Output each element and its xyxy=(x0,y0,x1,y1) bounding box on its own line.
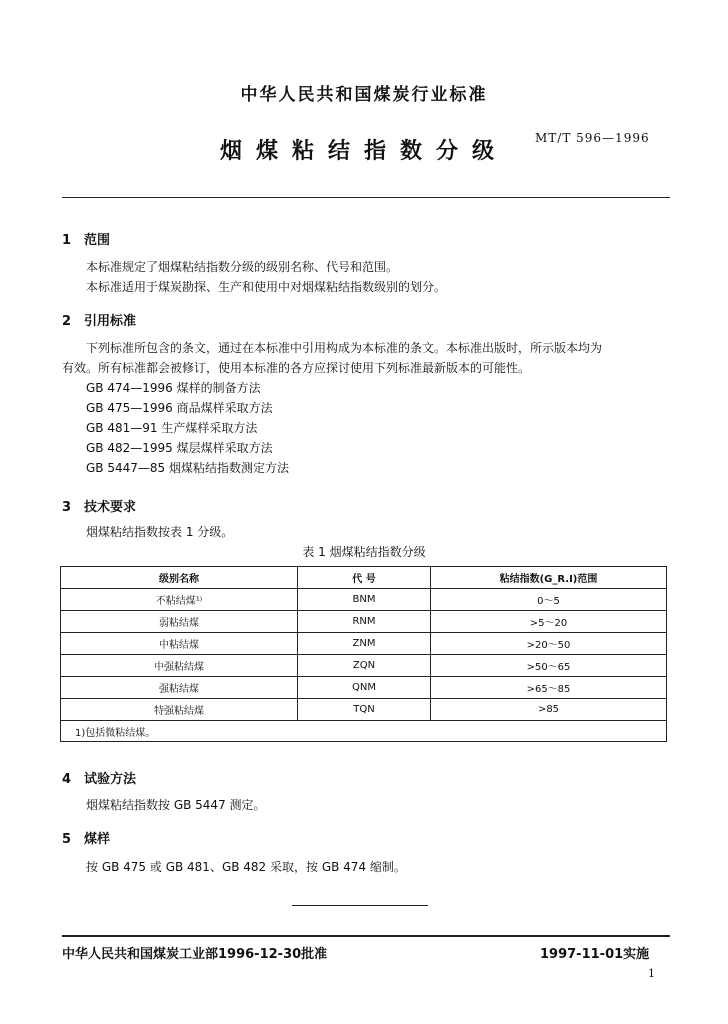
section-3-number: 3 xyxy=(62,500,72,515)
reference-item: GB 474—1996 煤样的制备方法 xyxy=(86,381,261,395)
table-cell: TQN xyxy=(298,699,431,721)
reference-item: GB 482—1995 煤层煤样采取方法 xyxy=(86,441,273,455)
table-header-cell: 级别名称 xyxy=(61,567,298,589)
table-row xyxy=(61,633,667,655)
footer-rule xyxy=(62,935,670,937)
end-rule xyxy=(292,905,428,906)
issuing-organization: 中华人民共和国煤炭行业标准 xyxy=(240,85,488,105)
section-2-para-line-1: 下列标准所包含的条文，通过在本标准中引用构成为本标准的条文。本标准出版时，所示版本均为 xyxy=(86,341,603,355)
reference-item: GB 481—91 生产煤样采取方法 xyxy=(86,421,258,435)
standard-code: MT/T 596—1996 xyxy=(535,131,650,145)
table-header-row xyxy=(61,567,667,589)
reference-list xyxy=(86,378,289,478)
table-header-cell: 代 号 xyxy=(298,567,431,589)
table-note-row xyxy=(61,721,667,742)
section-2-para-line-2: 有效。所有标准都会被修订，使用本标准的各方应探讨使用下列标准最新版本的可能性。 xyxy=(62,361,531,375)
table-cell: >65～85 xyxy=(431,677,667,699)
section-4-number: 4 xyxy=(62,772,72,787)
section-5-heading xyxy=(62,828,110,847)
table-cell: >85 xyxy=(431,699,667,721)
table-cell: 弱粘结煤 xyxy=(61,611,298,633)
section-1-number: 1 xyxy=(62,233,72,248)
section-1-para-1: 本标准规定了烟煤粘结指数分级的级别名称、代号和范围。 xyxy=(86,260,399,274)
page-number: 1 xyxy=(648,967,655,980)
table-cell: >50～65 xyxy=(431,655,667,677)
table-cell: 不粘结煤¹⁾ xyxy=(61,589,298,611)
section-1-title: 范围 xyxy=(84,233,111,248)
table-cell: RNM xyxy=(298,611,431,633)
implementation-date: 1997-11-01实施 xyxy=(540,947,650,962)
table-cell: 0～5 xyxy=(431,589,667,611)
section-1-heading xyxy=(62,229,110,248)
section-2-title: 引用标准 xyxy=(84,314,137,329)
section-5-title: 煤样 xyxy=(84,832,111,847)
section-3-heading xyxy=(62,496,136,515)
section-4-heading xyxy=(62,768,136,787)
table-row xyxy=(61,699,667,721)
section-5-number: 5 xyxy=(62,832,72,847)
table-row xyxy=(61,677,667,699)
section-2-heading xyxy=(62,310,136,329)
reference-item: GB 475—1996 商品煤样采取方法 xyxy=(86,401,273,415)
table-cell: 强粘结煤 xyxy=(61,677,298,699)
table-header-cell: 粘结指数(G_R.I)范围 xyxy=(431,567,667,589)
approval-line: 中华人民共和国煤炭工业部1996-12-30批准 xyxy=(62,947,328,962)
table-cell: >5～20 xyxy=(431,611,667,633)
section-1-para-2: 本标准适用于煤炭勘探、生产和使用中对烟煤粘结指数级别的划分。 xyxy=(86,280,447,294)
table-cell: BNM xyxy=(298,589,431,611)
section-2-number: 2 xyxy=(62,314,72,329)
table-cell: 中粘结煤 xyxy=(61,633,298,655)
table-row xyxy=(61,611,667,633)
table-cell: ZNM xyxy=(298,633,431,655)
document-title: 烟煤粘结指数分级 xyxy=(219,139,508,164)
table-cell: >20～50 xyxy=(431,633,667,655)
section-4-para-1: 烟煤粘结指数按 GB 5447 测定。 xyxy=(86,798,266,812)
reference-item: GB 5447—85 烟煤粘结指数测定方法 xyxy=(86,461,289,475)
table-row xyxy=(61,655,667,677)
table-cell: 中强粘结煤 xyxy=(61,655,298,677)
table-row xyxy=(61,589,667,611)
section-3-title: 技术要求 xyxy=(84,500,137,515)
table-cell: 特强粘结煤 xyxy=(61,699,298,721)
table-caption: 表 1 烟煤粘结指数分级 xyxy=(302,545,426,559)
table-cell: ZQN xyxy=(298,655,431,677)
table-footnote: 1)包括微粘结煤。 xyxy=(61,721,667,742)
section-5-para-1: 按 GB 475 或 GB 481、GB 482 采取，按 GB 474 缩制。 xyxy=(86,860,406,874)
header-rule xyxy=(62,197,670,198)
section-4-title: 试验方法 xyxy=(84,772,137,787)
table-cell: QNM xyxy=(298,677,431,699)
section-3-para-1: 烟煤粘结指数按表 1 分级。 xyxy=(86,525,234,539)
classification-table xyxy=(60,566,667,742)
